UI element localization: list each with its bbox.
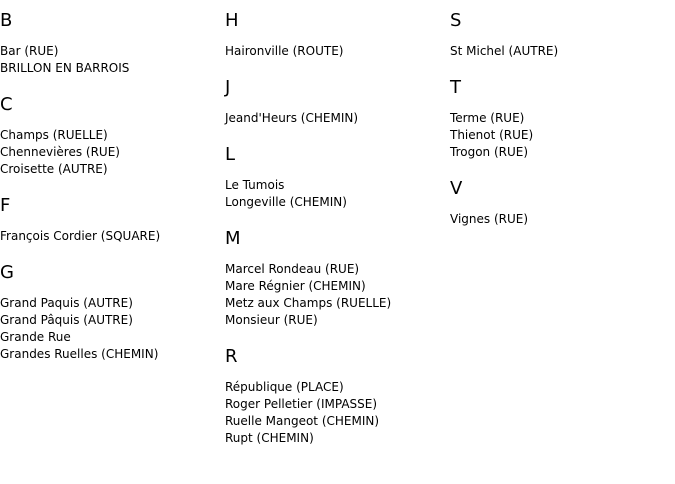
street-list [225, 43, 445, 60]
index-column-3 [450, 10, 670, 245]
letter-heading: G [0, 262, 14, 283]
street-link[interactable]: Thienot (RUE) [450, 128, 534, 142]
street-list [0, 43, 220, 77]
street-link[interactable]: Ruelle Mangeot (CHEMIN) [225, 414, 380, 428]
street-link[interactable]: Trogon (RUE) [450, 145, 529, 159]
street-link[interactable]: St Michel (AUTRE) [450, 44, 559, 58]
street-link[interactable]: François Cordier (SQUARE) [0, 229, 161, 243]
letter-group-s [450, 10, 670, 60]
street-list [0, 127, 220, 178]
street-link[interactable]: Monsieur (RUE) [225, 313, 318, 327]
street-link[interactable]: Bar (RUE) [0, 44, 59, 58]
letter-heading: V [450, 178, 463, 199]
letter-group-c [0, 94, 220, 178]
street-link[interactable]: Grand Pâquis (AUTRE) [0, 313, 133, 327]
letter-heading: C [0, 94, 13, 115]
street-list [225, 177, 445, 211]
street-list [450, 110, 670, 161]
street-link[interactable]: Jeand'Heurs (CHEMIN) [225, 111, 359, 125]
letter-group-r [225, 346, 445, 447]
street-link[interactable]: Haironville (ROUTE) [225, 44, 344, 58]
letter-group-h [225, 10, 445, 60]
street-link[interactable]: Marcel Rondeau (RUE) [225, 262, 360, 276]
letter-heading: L [225, 144, 236, 165]
letter-heading: S [450, 10, 462, 31]
letter-heading: T [450, 77, 461, 98]
letter-group-l [225, 144, 445, 211]
index-column-1 [0, 10, 220, 380]
letter-group-f [0, 195, 220, 245]
letter-heading: F [0, 195, 11, 216]
street-link[interactable]: République (PLACE) [225, 380, 344, 394]
street-list [225, 261, 445, 329]
letter-group-m [225, 228, 445, 329]
street-link[interactable]: Metz aux Champs (RUELLE) [225, 296, 392, 310]
letter-group-v [450, 178, 670, 228]
street-list [450, 43, 670, 60]
street-list [0, 228, 220, 245]
street-link[interactable]: Longeville (CHEMIN) [225, 195, 347, 209]
letter-heading: R [225, 346, 238, 367]
street-link[interactable]: Mare Régnier (CHEMIN) [225, 279, 366, 293]
street-link[interactable]: Terme (RUE) [450, 111, 525, 125]
letter-group-g [0, 262, 220, 363]
index-column-2 [225, 10, 445, 464]
letter-group-j [225, 77, 445, 127]
letter-heading: B [0, 10, 13, 31]
letter-heading: J [225, 77, 231, 98]
letter-heading: M [225, 228, 241, 249]
letter-heading: H [225, 10, 239, 31]
street-link[interactable]: Grandes Ruelles (CHEMIN) [0, 347, 159, 361]
letter-group-t [450, 77, 670, 161]
street-list [0, 295, 220, 363]
letter-group-b [0, 10, 220, 77]
street-link[interactable]: Grand Paquis (AUTRE) [0, 296, 133, 310]
street-link[interactable]: BRILLON EN BARROIS [0, 61, 130, 75]
street-link[interactable]: Champs (RUELLE) [0, 128, 108, 142]
street-list [450, 211, 670, 228]
street-link[interactable]: Chennevières (RUE) [0, 145, 120, 159]
street-list [225, 379, 445, 447]
street-list [225, 110, 445, 127]
street-link[interactable]: Vignes (RUE) [450, 212, 529, 226]
street-link[interactable]: Croisette (AUTRE) [0, 162, 108, 176]
street-link[interactable]: Grande Rue [0, 330, 71, 344]
street-link[interactable]: Rupt (CHEMIN) [225, 431, 314, 445]
street-link[interactable]: Le Tumois [225, 178, 285, 192]
street-link[interactable]: Roger Pelletier (IMPASSE) [225, 397, 378, 411]
